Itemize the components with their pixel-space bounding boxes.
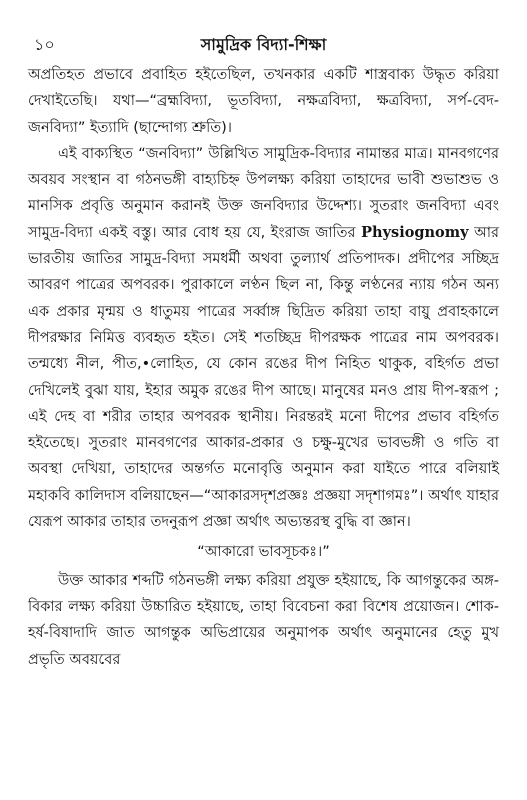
paragraph-1: অপ্রতিহত প্রভাবে প্রবাহিত হইতেছিল, তখনকার একটি শাস্ত্রবাক্য উদ্ধৃত করিয়া দেখাইতেছি। যথা—“ব্রহ্মবিদ্যা, ভূতবিদ্যা, নক্ষত্রবিদ্যা, ক্ষত্রবিদ্যা, সর্প-বেদ-জনবিদ্যা” ইত্যাদি (ছান্দোগ্য শ্রুতি)।	[28, 67, 499, 136]
physiognomy-term: Physiognomy	[361, 223, 469, 241]
paragraph-3: উক্ত আকার শব্দটি গঠনভঙ্গী লক্ষ্য করিয়া প্রযুক্ত হইয়াছে, কি আগন্তুকের অঙ্গ-বিকার লক্ষ্য করিয়া উচ্চারিত হইয়াছে, তাহা বিবেচনা করা বিশেষ প্রয়োজন। শোক-হর্ষ-বিষাদাদি জাত আগন্তুক অভিপ্রায়ের অনুমাপক অর্থাৎ অনুমানের হেতু মুখ প্রভৃতি অবয়বের	[28, 572, 499, 668]
running-head	[28, 30, 499, 60]
running-title: সামুদ্রিক বিদ্যা-শিক্ষা	[200, 35, 327, 54]
page-number: ১০	[34, 35, 55, 54]
paragraph-2-text-before: এই বাক্যস্থিত “জনবিদ্যা” উল্লিখিত সামুদ্রিক-বিদ্যার নামান্তর মাত্র। মানবগণের অবয়ব সংস্থান বা গঠনভঙ্গী বাহ্যচিহ্ন উপলক্ষ্য করিয়া তাহাদের ভাবী শুভাশুভ ও মানসিক প্রবৃত্তি অনুমান করানই উক্ত জনবিদ্যার উদ্দেশ্য। সুতরাং জনবিদ্যা এবং সামুদ্র-বিদ্যা একই বস্তু। আর বোধ হয় যে, ইংরাজ জাতির	[28, 145, 499, 241]
paragraph-2-text-after: আর ভারতীয় জাতির সামুদ্র-বিদ্যা সমধর্মী অথবা তুল্যার্থ প্রতিপাদক। প্রদীপের সচ্ছিদ্র আবরণ পাত্রের অপবরক। পুরাকালে লণ্ঠন ছিল না, কিন্তু লণ্ঠনের ন্যায় গঠন অন্য এক প্রকার মৃন্ময় ও ধাতুময় পাত্রের সর্ব্বাঙ্গ ছিদ্রিত করিয়া তাহা বায়ু প্রবাহকালে দীপরক্ষার নিমিত্ত ব্যবহৃত হইত। সেই শতচ্ছিদ্র দীপরক্ষক পাত্রের নাম অপবরক। তন্মধ্যে নীল, পীত,•লোহিত, যে কোন রঙের দীপ নিহিত থাকুক, বহির্গত প্রভা দেখিলেই বুঝা যায়, ইহার অমুক রঙের দীপ আছে। মানুষের মনও প্রায় দীপ-স্বরূপ ; এই দেহ বা শরীর তাহার অপবরক স্থানীয়। নিরন্তরই মনো দীপের প্রভাব বহির্গত হইতেছে। সুতরাং মানবগণের আকার-প্রকার ও চক্ষু-মুখের ভাবভঙ্গী ও গতি বা অবস্থা দেখিয়া, তাহাদের অন্তর্গত মনোবৃত্তি অনুমান করা যাইতে পারে বলিয়াই মহাকবি কালিদাস বলিয়াছেন—“আকারসদৃশপ্রজ্ঞঃ প্রজ্ঞয়া সদৃশাগমঃ”। অর্থাৎ যাহার যেরূপ আকার তাহার তদনুরূপ প্রজ্ঞা অর্থাৎ অভ্যন্তরস্থ বুদ্ধি বা জ্ঞান।	[28, 224, 500, 531]
paragraph-2	[28, 141, 499, 535]
body-text	[28, 62, 499, 673]
verse-quote: “আকারো ভাবসূচকঃ।”	[197, 544, 330, 561]
